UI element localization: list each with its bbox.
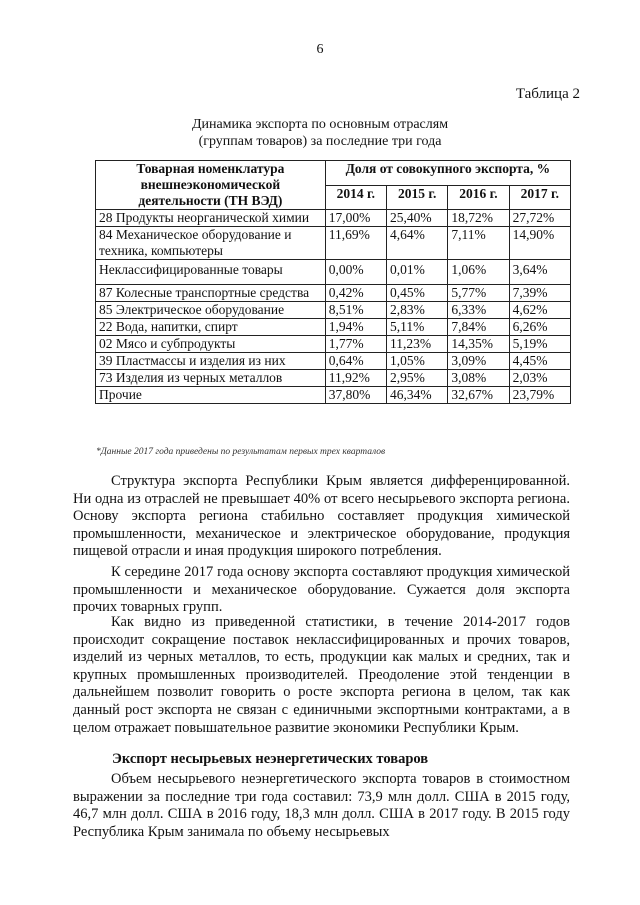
row-name: Прочие [96, 387, 326, 404]
cell-2014: 1,77% [325, 336, 386, 353]
cell-2016: 5,77% [448, 285, 509, 302]
table-row [96, 387, 571, 404]
paragraph-text: Структура экспорта Республики Крым является дифференцированной. Ни одна из отраслей не превышает 40% от всего несырьевого экспорта региона. Основу экспорта региона стабильно составляет продукция химической промышленности, механическое и электрическое оборудование, продукция пищевой отрасли и иная продукция широкого потребления. [73, 473, 570, 560]
cell-2014: 8,51% [325, 302, 386, 319]
cell-2015: 11,23% [387, 336, 448, 353]
cell-2014: 0,42% [325, 285, 386, 302]
cell-2015: 1,05% [387, 353, 448, 370]
cell-2014: 37,80% [325, 387, 386, 404]
paragraph-statistics [73, 614, 570, 737]
cell-2014: 1,94% [325, 319, 386, 336]
header-year-2017: 2017 г. [509, 185, 570, 210]
cell-2015: 2,95% [387, 370, 448, 387]
table-row [96, 227, 571, 260]
row-name: 84 Механическое оборудование и техника, компьютеры [96, 227, 326, 260]
header-year-2014: 2014 г. [325, 185, 386, 210]
paragraph-text: К середине 2017 года основу экспорта составляют продукция химической промышленности и механическое оборудование. Сужается доля экспорта прочих товарных групп. [73, 564, 570, 616]
cell-2015: 0,01% [387, 260, 448, 285]
cell-2015: 25,40% [387, 210, 448, 227]
table-footnote: *Данные 2017 года приведены по результатам первых трех кварталов [96, 447, 386, 457]
cell-2017: 14,90% [509, 227, 570, 260]
cell-2016: 6,33% [448, 302, 509, 319]
section-heading: Экспорт несырьевых неэнергетических товаров [112, 751, 429, 767]
cell-2014: 11,69% [325, 227, 386, 260]
cell-2016: 3,08% [448, 370, 509, 387]
row-name: 87 Колесные транспортные средства [96, 285, 326, 302]
cell-2017: 5,19% [509, 336, 570, 353]
header-product-name: Товарная номенклатура внешнеэкономической деятельности (ТН ВЭД) [96, 161, 326, 210]
cell-2015: 0,45% [387, 285, 448, 302]
cell-2016: 7,11% [448, 227, 509, 260]
cell-2017: 3,64% [509, 260, 570, 285]
cell-2014: 11,92% [325, 370, 386, 387]
paragraph-structure [73, 473, 570, 561]
header-share: Доля от совокупного экспорта, % [325, 161, 570, 186]
paragraph-text: Объем несырьевого неэнергетического экспорта товаров в стоимостном выражении за последние три года составил: 73,9 млн долл. США в 2015 году, 46,7 млн долл. США в 2016 году, 18,3 млн долл. США в 2017 году. В 2015 году Республика Крым занимала по объему несырьевых [73, 771, 570, 840]
table-row [96, 353, 571, 370]
export-table [95, 160, 571, 404]
cell-2016: 18,72% [448, 210, 509, 227]
table-title-line-1: Динамика экспорта по основным отраслям [191, 117, 449, 132]
row-name: Неклассифицированные товары [96, 260, 326, 285]
header-year-2015: 2015 г. [387, 185, 448, 210]
row-name: 85 Электрическое оборудование [96, 302, 326, 319]
row-name: 22 Вода, напитки, спирт [96, 319, 326, 336]
cell-2014: 0,64% [325, 353, 386, 370]
cell-2017: 4,45% [509, 353, 570, 370]
paragraph-text: Как видно из приведенной статистики, в течение 2014-2017 годов происходит сокращение поставок неклассифицированных и прочих товаров, изделий из черных металлов, то есть, продукции как малых и средних, так и крупных промышленных производителей. Преодоление этой тенденции в дальнейшем позволит говорить о росте экспорта региона в целом, так как данный рост экспорта не связан с единичными экспортными контрактами, а в целом отражает повышательное развитие экономики Республики Крым. [73, 614, 570, 736]
row-name: 02 Мясо и субпродукты [96, 336, 326, 353]
cell-2015: 5,11% [387, 319, 448, 336]
table-row [96, 302, 571, 319]
table-row [96, 319, 571, 336]
table-title [0, 116, 640, 150]
cell-2017: 6,26% [509, 319, 570, 336]
row-name: 28 Продукты неорганической химии [96, 210, 326, 227]
table-label: Таблица 2 [515, 86, 580, 102]
table-row [96, 260, 571, 285]
table-row [96, 336, 571, 353]
page-number: 6 [316, 42, 324, 57]
cell-2016: 14,35% [448, 336, 509, 353]
header-year-2016: 2016 г. [448, 185, 509, 210]
row-name: 39 Пластмассы и изделия из них [96, 353, 326, 370]
table-row [96, 370, 571, 387]
cell-2017: 4,62% [509, 302, 570, 319]
cell-2014: 17,00% [325, 210, 386, 227]
paragraph-export-volume [73, 771, 570, 841]
table-row [96, 285, 571, 302]
table-row [96, 210, 571, 227]
cell-2017: 23,79% [509, 387, 570, 404]
cell-2015: 4,64% [387, 227, 448, 260]
cell-2017: 7,39% [509, 285, 570, 302]
cell-2016: 3,09% [448, 353, 509, 370]
cell-2015: 2,83% [387, 302, 448, 319]
row-name: 73 Изделия из черных металлов [96, 370, 326, 387]
cell-2016: 1,06% [448, 260, 509, 285]
cell-2017: 2,03% [509, 370, 570, 387]
cell-2016: 7,84% [448, 319, 509, 336]
cell-2015: 46,34% [387, 387, 448, 404]
cell-2017: 27,72% [509, 210, 570, 227]
paragraph-mid-2017 [73, 564, 570, 617]
table-title-line-2: (группам товаров) за последние три года [198, 134, 442, 149]
cell-2014: 0,00% [325, 260, 386, 285]
cell-2016: 32,67% [448, 387, 509, 404]
